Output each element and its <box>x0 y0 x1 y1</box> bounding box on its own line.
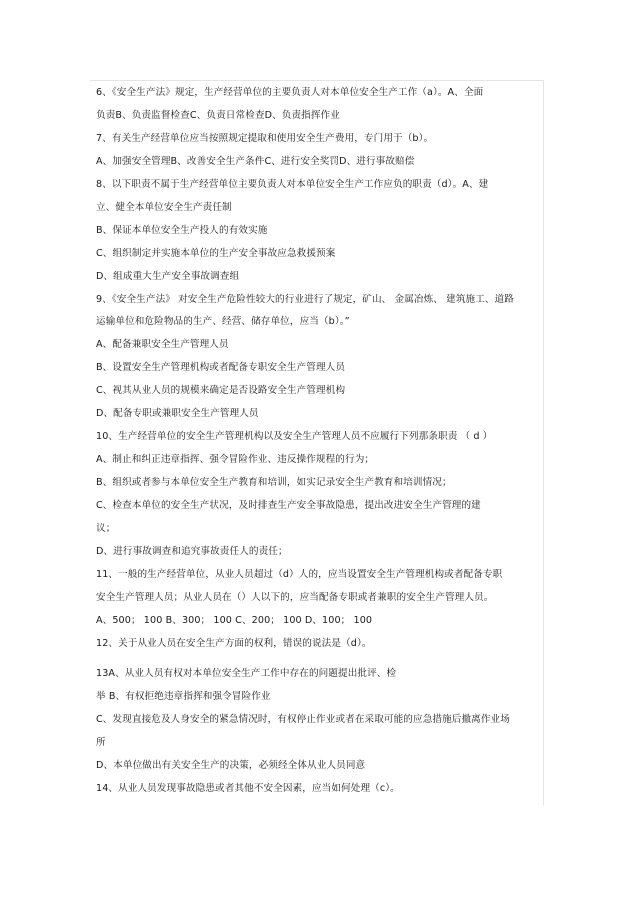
text-line: 13A、从业人员有权对本单位安全生产工作中存在的问题提出批评、检 <box>96 668 397 679</box>
text-line: A、配备兼职安全生产管理人员 <box>96 339 229 350</box>
text-line: 14、从业人员发现事故隐患或者其他不安全因素，应当如何处理（c）。 <box>96 783 400 794</box>
text-line: 负责B、负责监督检查C、负责日常检查D、负责指挥作业 <box>96 110 340 121</box>
text-line: D、本单位做出有关安全生产的决策，必须经全体从业人员同意 <box>96 760 366 771</box>
text-line: D、进行事故调查和追究事故责任人的责任； <box>96 546 288 557</box>
text-line: 议； <box>96 523 116 534</box>
text-line: A、500； 100 B、300； 100 C、200； 100 D、100； 100 <box>96 615 373 626</box>
text-line: B、组织或者参与本单位安全生产教育和培训，如实记录安全生产教育和培训情况； <box>96 477 452 488</box>
text-line: 6、《安全生产法》规定，生产经营单位的主要负责人对本单位安全生产工作（a）。A、全面 <box>96 87 484 98</box>
text-line: A、制止和纠正违章指挥、强令冒险作业、违反操作规程的行为； <box>96 454 375 465</box>
text-line: 8、以下职责不属于生产经营单位主要负责人对本单位安全生产工作应负的职责（d）。A、建 <box>96 179 489 190</box>
text-line: 7、有关生产经营单位应当按照规定提取和使用安全生产费用，专门用于（b）。 <box>96 133 434 144</box>
text-line: 安全生产管理人员；从业人员在（）人以下的，应当配备专职或者兼职的安全生产管理人员。 <box>96 592 494 603</box>
text-line: 立、健全本单位安全生产责任制 <box>96 202 232 213</box>
text-line: C、组织制定并实施本单位的生产安全事故应急救援预案 <box>96 248 336 259</box>
text-line: D、配备专职或兼职安全生产管理人员 <box>96 408 259 419</box>
text-line: C、视其从业人员的规模来确定是否设路安全生产管理机构 <box>96 385 346 396</box>
text-line: 12、关于从业人员在安全生产方面的权利，错误的说法是（d）。 <box>96 638 372 649</box>
text-line: A、加强安全管理B、改善安全生产条件C、进行安全奖罚D、进行事故赔偿 <box>96 156 415 167</box>
text-line: 举 B、有权拒绝违章指挥和强令冒险作业 <box>96 691 271 702</box>
text-line: 9、《安全生产法》 对安全生产危险性较大的行业进行了规定，矿山、 金属冶炼、 建筑施工、道路 <box>96 294 514 305</box>
text-line: D、组成重大生产安全事故调查组 <box>96 271 240 282</box>
page-right-border <box>543 80 544 805</box>
text-line: C、发现直接危及人身安全的紧急情况时，有权停止作业或者在采取可能的应急措施后撤离作业场 <box>96 714 510 725</box>
text-line: 11、一般的生产经营单位，从业人员超过（d）人的，应当设置安全生产管理机构或者配备专职 <box>96 569 503 580</box>
text-line: 10、生产经营单位的安全生产管理机构以及安全生产管理人员不应履行下列那条职责 （ d ） <box>96 431 493 442</box>
text-line: 所 <box>96 737 106 748</box>
text-line: 运输单位和危险物品的生产、经营、储存单位，应当（b）。” <box>96 316 350 327</box>
text-line: B、保证本单位安全生产投人的有效实施 <box>96 225 268 236</box>
text-line: B、设置安全生产管理机构或者配备专职安全生产管理人员 <box>96 362 346 373</box>
page-top-border <box>90 80 543 81</box>
text-line: C、检查本单位的安全生产状况，及时排查生产安全事故隐患，提出改进安全生产管理的建 <box>96 500 481 511</box>
